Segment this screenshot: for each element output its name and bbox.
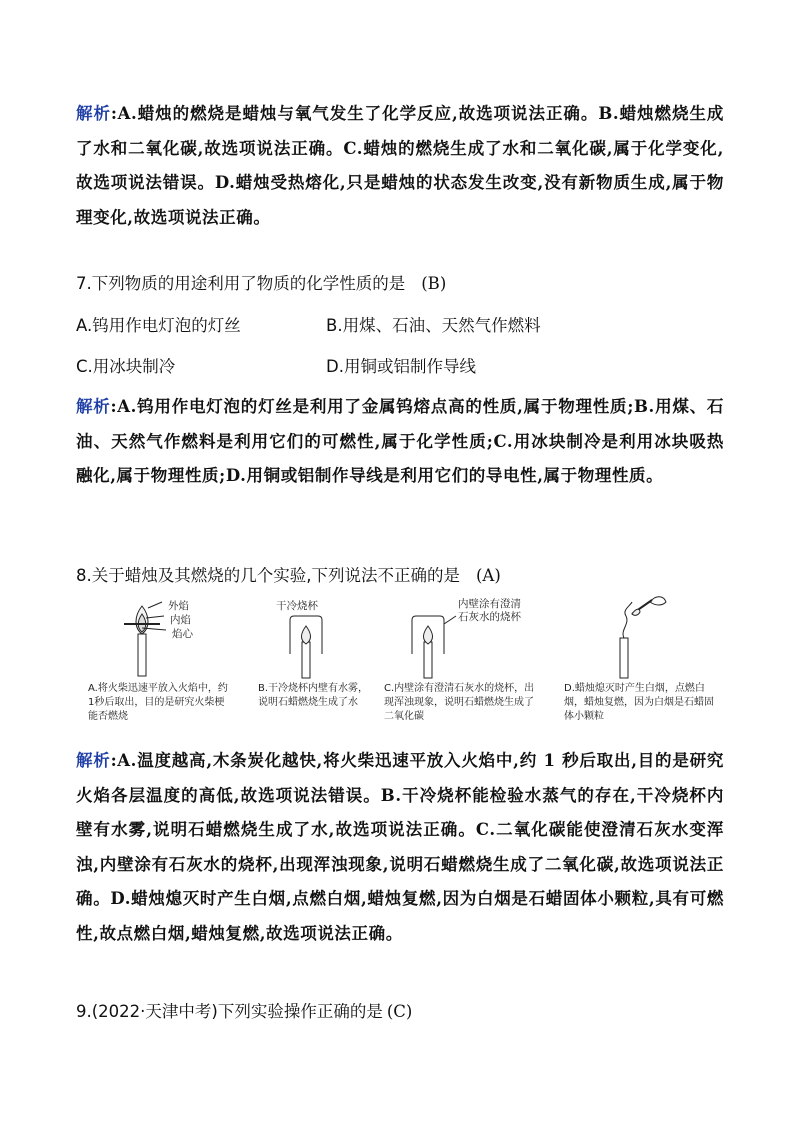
candle-b: [302, 642, 310, 678]
label-dry-beaker: 干冷烧杯: [276, 600, 318, 612]
q7-stem-text: 7.下列物质的用途利用了物质的化学性质的是: [76, 274, 406, 293]
q9-stem: [76, 1000, 412, 1024]
q7-option-d: D.用铜或铝制作导线: [326, 357, 476, 376]
q8-answer: (A): [476, 566, 501, 585]
candle-experiments-figure: [84, 594, 724, 726]
caption-d: D.蜡烛熄灭时产生白烟，点燃白烟，蜡烛复燃，因为白烟是石蜡固体小颗粒: [564, 683, 714, 722]
flame-b: [302, 626, 311, 644]
analysis-label: 解析: [76, 751, 111, 770]
q7-option-a: A.钨用作电灯泡的灯丝: [76, 316, 241, 335]
flame-c: [424, 626, 433, 644]
q7-option-b: B.用煤、石油、天然气作燃料: [326, 316, 541, 335]
q7-analysis-text: :A.钨用作电灯泡的灯丝是利用了金属钨熔点高的性质,属于物理性质;B.用煤、石油、天然气作燃料是利用它们的可燃性,属于化学性质;C.用冰块制冷是利用冰块吸热融化,属于物理性质;D.用铜或铝制作导线是利用它们的导电性,属于物理性质。: [76, 397, 724, 485]
leader-inner: [146, 616, 164, 618]
caption-b: B.干冷烧杯内壁有水雾，说明石蜡燃烧生成了水: [258, 683, 369, 708]
q8-stem: [76, 564, 501, 588]
q9-stem-text: 9.(2022·天津中考)下列实验操作正确的是: [76, 1002, 383, 1021]
analysis-label: 解析: [76, 104, 111, 123]
q6-analysis-text: :A.蜡烛的燃烧是蜡烛与氧气发生了化学反应,故选项说法正确。B.蜡烛燃烧生成了水和二氧化碳,故选项说法正确。C.蜡烛的燃烧生成了水和二氧化碳,属于化学变化,故选项说法错误。D.蜡烛受热熔化,只是蜡烛的状态发生改变,没有新物质生成,属于物理变化,故选项说法正确。: [76, 104, 724, 227]
q6-analysis: [76, 97, 724, 235]
label-lime-beaker: 内壁涂有澄清石灰水的烧杯: [458, 598, 521, 623]
label-inner-flame: 内焰: [170, 614, 191, 626]
q8-stem-text: 8.关于蜡烛及其燃烧的几个实验,下列说法不正确的是: [76, 566, 460, 585]
candle-d: [620, 638, 628, 678]
analysis-label: 解析: [76, 397, 111, 416]
leader-beaker-c: [444, 616, 456, 624]
q7-answer: (B): [421, 274, 447, 293]
label-flame-core: 焰心: [172, 628, 193, 640]
caption-c: C.内壁涂有澄清石灰水的烧杯，出现浑浊现象，说明石蜡燃烧生成了二氧化碳: [384, 683, 535, 722]
panel-d-drawing: [620, 597, 666, 678]
q8-analysis-text: :A.温度越高,木条炭化越快,将火柴迅速平放入火焰中,约 1 秒后取出,目的是研究火焰各层温度的高低,故选项说法错误。B.干冷烧杯能检验水蒸气的存在,干冷烧杯内壁有水雾,说明石蜡燃烧生成了水,故选项说法正确。C.二氧化碳能使澄清石灰水变浑浊,内壁涂有石灰水的烧杯,出现浑浊现象,说明石蜡燃烧生成了二氧化碳,故选项说法正确。D.蜡烛熄灭时产生白烟,点燃白烟,蜡烛复燃,因为白烟是石蜡固体小颗粒,具有可燃性,故点燃白烟,蜡烛复燃,故选项说法正确。: [76, 751, 725, 943]
caption-a: A.将火柴迅速平放入火焰中，约1秒后取出，目的是研究火柴梗能否燃烧: [88, 683, 228, 722]
label-outer-flame: 外焰: [168, 600, 189, 612]
candle-a: [138, 634, 146, 676]
flame-d: [632, 609, 640, 615]
panel-c-drawing: [412, 616, 456, 678]
candle-c: [424, 642, 432, 678]
q7-analysis: [76, 390, 724, 494]
panel-a-drawing: [124, 602, 166, 676]
white-smoke: [623, 602, 632, 638]
panel-b-drawing: [290, 616, 322, 678]
q9-answer: (C): [386, 1002, 413, 1021]
leader-outer: [148, 602, 162, 608]
q7-option-c: C.用冰块制冷: [76, 357, 176, 376]
q7-stem: [76, 272, 446, 296]
q8-analysis: [76, 744, 724, 951]
